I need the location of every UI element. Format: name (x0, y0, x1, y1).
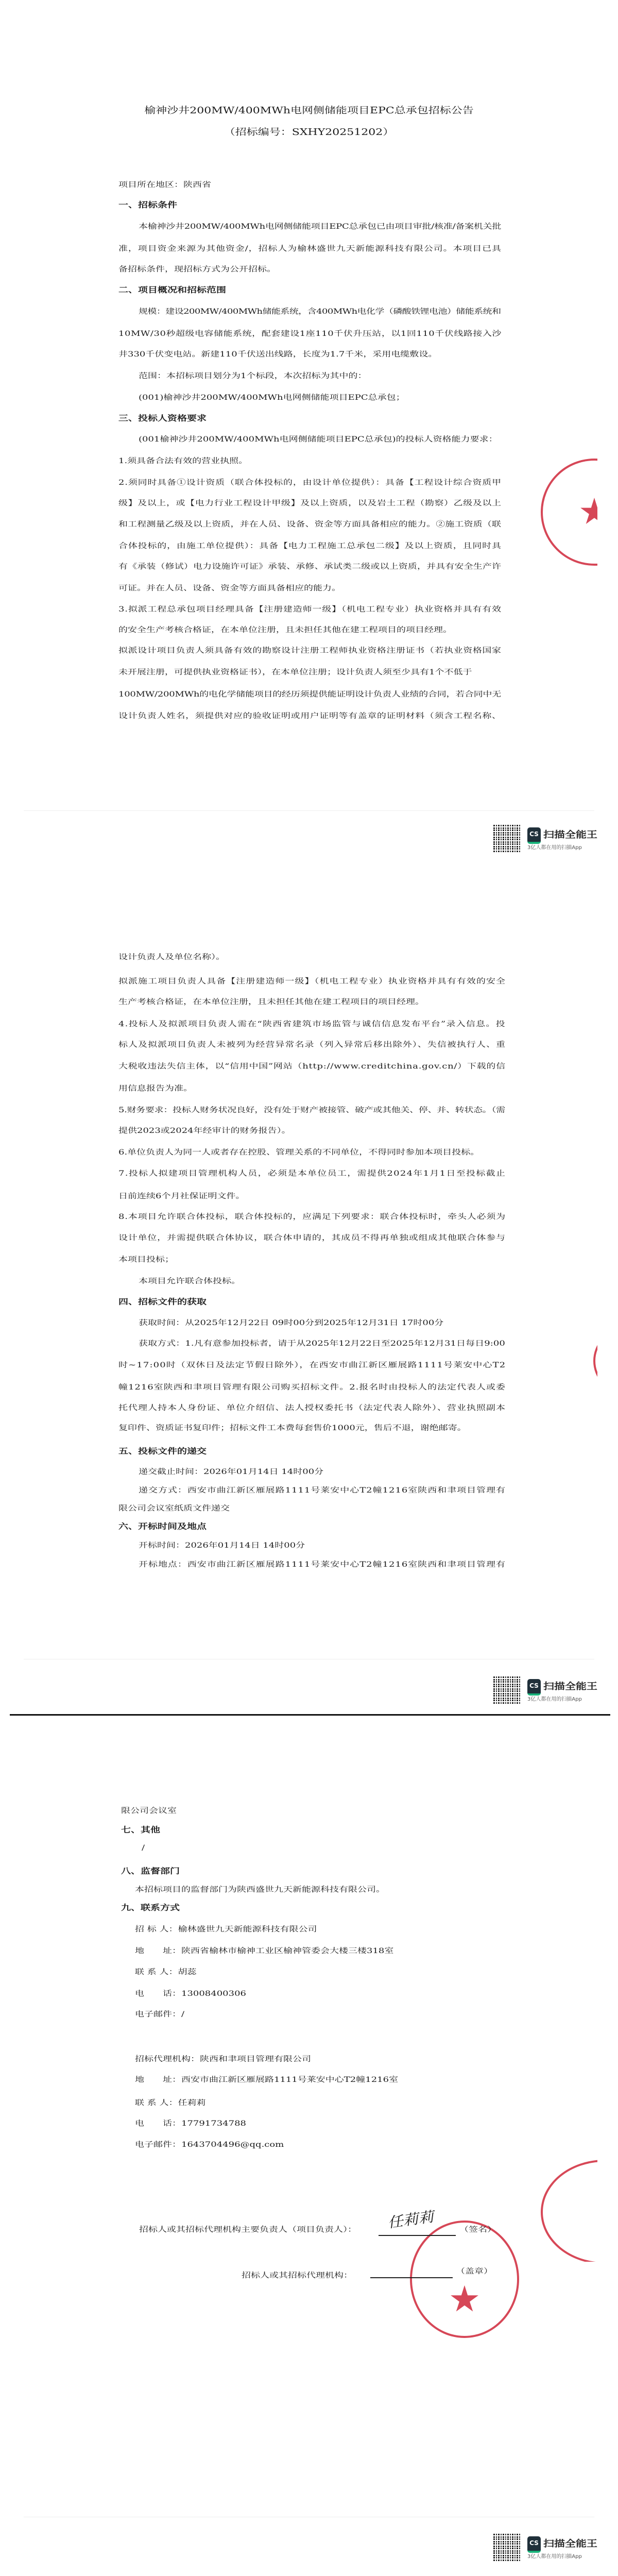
text-line: 未开展注册，可提供执业资格证书），在本单位注册；设计负责人须至少具有1个不低于 (118, 668, 472, 676)
text-line: 生产考核合格证，在本单位注册，且未担任其他在建工程项目的项目经理。 (118, 997, 424, 1006)
text-line: 100MW/200MWh的电化学储能项目的经历须提供能证明设计负责人业绩的合同，若合同中无 (118, 690, 501, 699)
cs-logo-icon: CS (527, 2536, 541, 2553)
scanner-watermark (493, 1676, 599, 1704)
text-line: 限公司会议室纸质文件递交 (118, 1504, 230, 1513)
text-line: 标人及拟派项目负责人未被列为经营异常名录（列入异常后移出除外）、失信被执行人、重 (118, 1040, 506, 1049)
cs-logo-icon: CS (527, 827, 541, 844)
text-line: / (142, 1843, 145, 1852)
signature-label: 招标人或其招标代理机构主要负责人（项目负责人）： (139, 2225, 357, 2234)
text-line: 电子邮件：/ (135, 2010, 185, 2019)
text-line: (001)榆神沙井200MW/400MWh电网侧储能项目EPC总承包； (139, 393, 405, 402)
star-icon (450, 2285, 479, 2314)
text-line: 限公司会议室 (121, 1806, 177, 1815)
text-line: 设计负责人姓名，须提供对应的验收证明或用户证明等有盖章的证明材料（须含工程名称、 (118, 711, 502, 720)
section-heading: 五、投标文件的递交 (118, 1447, 207, 1456)
qr-code-icon (493, 2533, 521, 2561)
section-heading: 四、招标文件的获取 (118, 1297, 207, 1307)
text-line: 开标时间：2026年01月14日 14时00分 (139, 1541, 305, 1550)
text-line: 电 话：13008400306 (135, 1989, 246, 1998)
company-seal (593, 1329, 597, 1391)
text-line: 电 话：17791734788 (135, 2119, 246, 2128)
section-heading: 三、投标人资格要求 (118, 414, 207, 423)
cs-logo-icon: CS (527, 1679, 541, 1696)
text-line: 大税收违法失信主体，以“信用中国”网站（http://www.creditchina.gov.cn/）下载的信 (118, 1062, 506, 1071)
stamp-clip-page-1 (0, 453, 597, 572)
text-line: 拟派施工项目负责人具备【注册建造师一级】（机电工程专业）执业资格并具有有效的安全 (118, 977, 506, 986)
watermark-brand: 扫描全能王 (543, 1681, 597, 1692)
text-line: 8.本项目允许联合体投标，联合体投标的，应满足下列要求：联合体投标时，牵头人必须为 (118, 1212, 506, 1221)
text-line: 日前连续6个月社保证明文件。 (118, 1192, 245, 1200)
text-line: 拟派设计项目负责人须具备有效的勘察设计注册工程师执业资格注册证书（若执业资格国家 (118, 646, 502, 655)
text-line: 本项目允许联合体投标。 (139, 1277, 241, 1285)
text-line: 联 系 人：胡蕊 (135, 1968, 197, 1976)
text-line: (001榆神沙井200MW/400MWh电网侧储能项目EPC总承包)的投标人资格能力要求： (139, 435, 498, 444)
text-line: 备招标条件，现招标方式为公开招标。 (118, 265, 276, 274)
watermark-brand: 扫描全能王 (543, 2538, 597, 2549)
text-line: 的安全生产考核合格证，在本单位注册，且未担任其他在建工程项目的项目经理。 (118, 625, 452, 634)
section-heading: 九、联系方式 (121, 1903, 180, 1912)
handwritten-signature: 任莉莉 (386, 2209, 435, 2231)
scanner-watermark (493, 2533, 599, 2562)
text-line: 4.投标人及拟派项目负责人需在“陕西省建筑市场监管与诚信信息发布平台”录入信息。投 (118, 1020, 506, 1028)
section-heading: 七、其他 (121, 1825, 161, 1835)
text-line: 有《承装（修试）电力设施许可证》承装、承修、承试类二级或以上资质，并具有安全生产许 (118, 562, 502, 571)
text-line: 项目所在地区：陕西省 (118, 180, 211, 189)
text-line: 本榆神沙井200MW/400MWh电网侧储能项目EPC总承包已由项目审批/核准/备案机关批 (139, 222, 502, 231)
watermark-tagline: 3亿人都在用的扫描App (527, 845, 582, 851)
text-line: 可证。并在人员、设备、资金等方面具备相应的能力。 (118, 584, 341, 592)
text-line: 联 系 人：任莉莉 (135, 2098, 206, 2107)
text-line: 7.投标人拟建项目管理机构人员，必须是本单位员工，需提供2024年1月1日至投标截止 (118, 1169, 506, 1178)
signature-line (379, 2235, 456, 2236)
text-line: 幢1216室陕西和聿项目管理有限公司购买招标文件。2.报名时由投标人的法定代表人或委 (118, 1383, 506, 1392)
qr-code-icon (493, 824, 521, 852)
text-line: 合体投标的，由施工单位提供）：具备【电力工程施工总承包二级】及以上资质，且同时具 (118, 541, 502, 550)
text-line: 2.须同时具备①设计资质（联合体投标的，由设计单位提供）：具备【工程设计综合资质甲 (118, 478, 502, 487)
seal-label: 招标人或其招标代理机构： (242, 2271, 353, 2280)
text-line: 复印件、资质证书复印件；招标文件工本费每套售价1000元，售后不退，谢绝邮寄。 (118, 1423, 467, 1432)
star-icon (580, 498, 597, 527)
text-line: 获取时间：从2025年12月22日 09时00分到2025年12月31日 17时00分 (139, 1318, 444, 1327)
text-line: 规模：建设200MW/400MWh储能系统，含400MWh电化学（磷酸铁锂电池）储能系统和 (139, 307, 501, 316)
text-line: 地 址：西安市曲江新区雁展路1111号莱安中心T2幢1216室 (135, 2075, 399, 2084)
text-line: 设计负责人及单位名称）。 (118, 953, 225, 961)
company-seal (541, 2160, 597, 2262)
text-line: 1.须具备合法有效的营业执照。 (118, 456, 248, 465)
text-line: 10MW/30秒超级电容储能系统，配套建设1座110千伏升压站，以1回110千伏线路接入沙 (118, 329, 502, 338)
text-line: 6.单位负责人为同一人或者存在控股、管理关系的不同单位，不得同时参加本项目投标。 (118, 1148, 480, 1157)
scanner-watermark (493, 824, 599, 853)
text-line: 获取方式：1.凡有意参加投标者，请于从2025年12月22日至2025年12月31日每日9:00 (139, 1339, 505, 1348)
watermark-tagline: 3亿人都在用的扫描App (527, 2554, 582, 2560)
text-line: 5.财务要求：投标人财务状况良好，没有处于财产被接管、破产或其他关、停、并、转状态。（需 (118, 1106, 505, 1114)
text-line: 地 址：陕西省榆林市榆神工业区榆神管委会大楼三楼318室 (135, 1946, 394, 1955)
signature-suffix: （签名） (459, 2225, 496, 2234)
stamp-clip-page-3 (0, 2159, 597, 2262)
text-line: 递交方式：西安市曲江新区雁展路1111号莱安中心T2幢1216室陕西和聿项目管理有 (139, 1486, 506, 1495)
text-line: 提供2023或2024年经审计的财务报告）。 (118, 1126, 291, 1135)
stamp-clip-page-2 (0, 1327, 597, 1391)
text-line: 本项目投标； (118, 1255, 174, 1264)
text-line: 开标地点：西安市曲江新区雁展路1111号莱安中心T2幢1216室陕西和聿项目管理有 (139, 1560, 506, 1569)
watermark-brand: 扫描全能王 (543, 829, 597, 840)
seal-line (370, 2277, 453, 2278)
text-line: 3.拟派工程总承包项目经理具备【注册建造师一级】（机电工程专业）执业资格并具有有效 (118, 605, 502, 614)
section-heading: 二、项目概况和招标范围 (118, 285, 227, 295)
watermark-tagline: 3亿人都在用的扫描App (527, 1697, 582, 1702)
section-heading: 八、监督部门 (121, 1867, 180, 1876)
seal-suffix: （盖章） (456, 2267, 493, 2276)
page-1-bottom-edge (24, 810, 594, 811)
text-line: 时~17:00时（双休日及法定节假日除外），在西安市曲江新区雁展路1111号莱安中心T2 (118, 1361, 506, 1369)
text-line: 递交截止时间：2026年01月14日 14时00分 (139, 1467, 324, 1476)
document-title: 榆神沙井200MW/400MWh电网侧储能项目EPC总承包招标公告 (144, 105, 474, 116)
text-line: 招标代理机构：陕西和聿项目管理有限公司 (135, 2055, 311, 2063)
text-line: 托代理人持本人身份证、单位介绍信、法人授权委托书（法定代表人除外）、营业执照副本 (118, 1403, 506, 1412)
company-seal (541, 459, 597, 566)
text-line: 和工程测量乙级及以上资质，并在人员、设备、资金等方面具备相应的能力。②施工资质（联 (118, 520, 502, 529)
qr-code-icon (493, 1676, 521, 1704)
text-line: 级】及以上，或【电力行业工程设计甲级】及以上资质，以及岩土工程（勘察）乙级及以上 (118, 499, 502, 507)
bid-number: （招标编号：SXHY20251202） (224, 127, 394, 138)
page-divider (10, 1714, 610, 1716)
text-line: 设计单位，并需提供联合体协议，联合体申请的，其成员不得再单独或组成其他联合体参与 (118, 1233, 506, 1242)
text-line: 范围：本招标项目划分为1个标段，本次招标为其中的： (139, 371, 367, 380)
text-line: 本招标项目的监督部门为陕西盛世九天新能源科技有限公司。 (135, 1885, 385, 1894)
text-line: 电子邮件：1643704496@qq.com (135, 2140, 284, 2149)
text-line: 井330千伏变电站。新建110千伏送出线路，长度为1.7千米，采用电缆敷设。 (118, 350, 438, 359)
text-line: 用信息报告为准。 (118, 1084, 193, 1093)
section-heading: 一、招标条件 (118, 200, 178, 210)
text-line: 招 标 人：榆林盛世九天新能源科技有限公司 (135, 1925, 317, 1934)
section-heading: 六、开标时间及地点 (118, 1522, 207, 1531)
text-line: 准，项目资金来源为其他资金/，招标人为榆林盛世九天新能源科技有限公司。本项目已具 (118, 244, 502, 253)
